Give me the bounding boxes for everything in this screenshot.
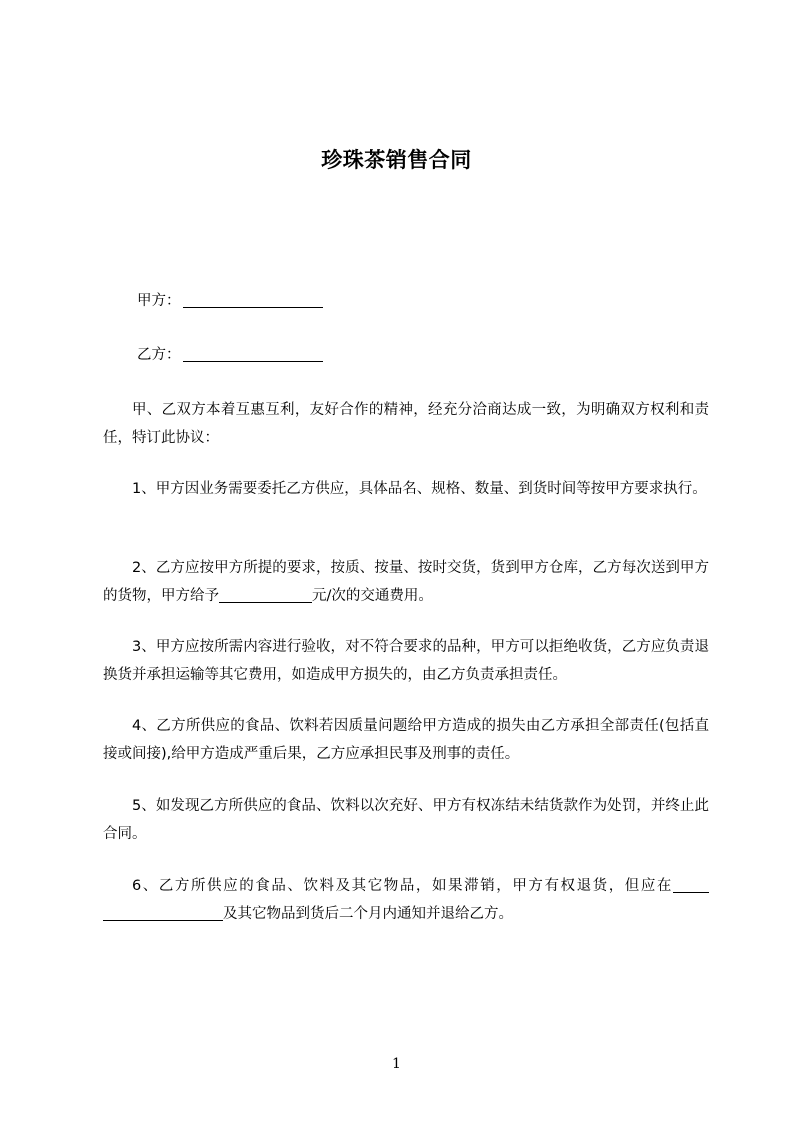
clause-3: 3、甲方应按所需内容进行验收，对不符合要求的品种，甲方可以拒绝收货，乙方应负责退换货并承担运输等其它费用，如造成甲方损失的，由乙方负责承担责任。 <box>103 639 709 683</box>
clause-6-tail: 及其它物品到货后二个月内通知并退给乙方。 <box>223 906 513 922</box>
clause-2-tail: 元/次的交通费用。 <box>312 588 433 604</box>
return-blank-end <box>673 876 709 893</box>
clause-2 <box>103 554 709 610</box>
party-a-label: 甲方： <box>137 293 181 309</box>
party-b-line <box>137 345 323 365</box>
page-number: 1 <box>392 1056 401 1072</box>
document-title: 珍珠茶销售合同 <box>321 148 472 172</box>
party-a-line <box>137 291 323 311</box>
clause-2-text: 2、乙方应按甲方所提的要求，按质、按量、按时交货，货到甲方仓库，乙方每次送到甲方的货物，甲方给予 <box>103 560 709 604</box>
fee-blank <box>219 586 312 603</box>
clause-5: 5、如发现乙方所供应的食品、饮料以次充好、甲方有权冻结未结货款作为处罚，并终止此合同。 <box>103 798 709 842</box>
intro-paragraph: 甲、乙双方本着互惠互利，友好合作的精神，经充分洽商达成一致，为明确双方权利和责任，特订此协议： <box>103 402 709 446</box>
return-blank-start <box>103 904 223 921</box>
party-a-blank <box>183 291 323 308</box>
party-b-label: 乙方： <box>137 347 181 363</box>
party-b-blank <box>183 345 323 362</box>
clause-6 <box>103 872 709 928</box>
clause-4: 4、乙方所供应的食品、饮料若因质量问题给甲方造成的损失由乙方承担全部责任(包括直接或间接),给甲方造成严重后果，乙方应承担民事及刑事的责任。 <box>103 718 709 762</box>
clause-1: 1、甲方因业务需要委托乙方供应，具体品名、规格、数量、到货时间等按甲方要求执行。 <box>132 481 707 497</box>
clause-6-text: 6、乙方所供应的食品、饮料及其它物品，如果滞销，甲方有权退货，但应在 <box>132 878 673 894</box>
